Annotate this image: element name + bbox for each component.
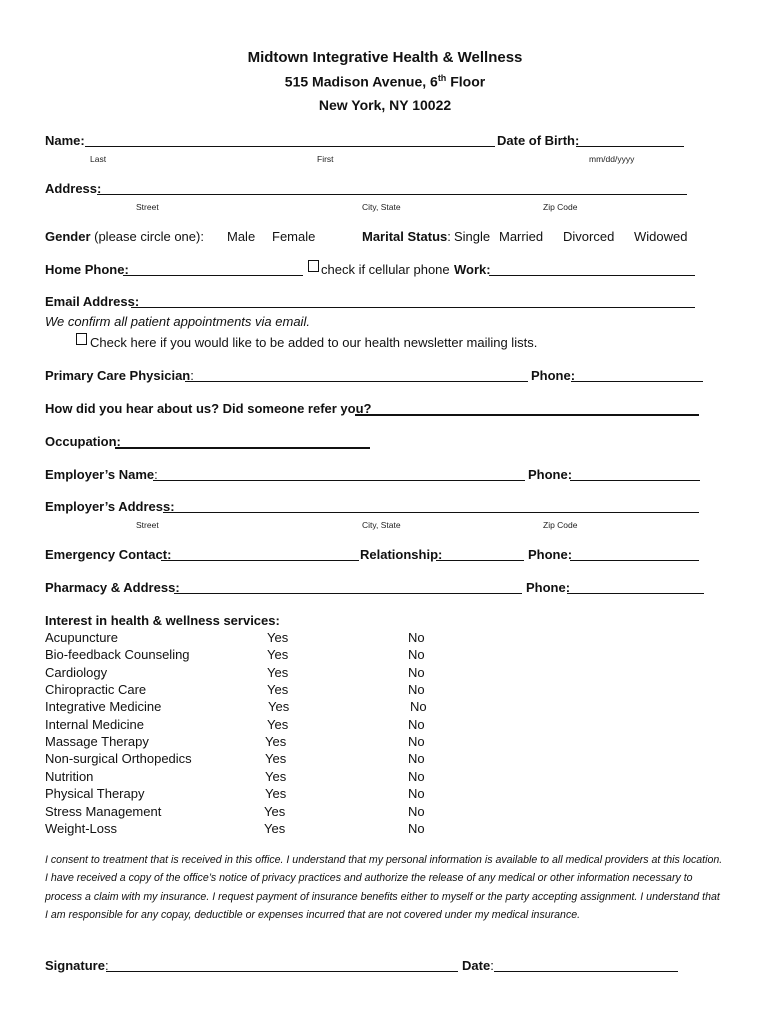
dob-label: Date of Birth: (497, 133, 580, 148)
service-name: Stress Management (45, 803, 162, 819)
occupation-field[interactable] (115, 447, 370, 449)
last-sublabel: Last (90, 154, 107, 164)
service-name: Internal Medicine (45, 716, 144, 732)
clinic-city: New York, NY 10022 (318, 97, 452, 113)
clinic-address-suffix: th (437, 73, 447, 83)
service-name: Chiropractic Care (45, 682, 147, 698)
employer-street-sublabel: Street (136, 520, 159, 530)
service-no-option[interactable]: No (408, 647, 425, 663)
service-name: Massage Therapy (45, 734, 149, 750)
service-row (45, 769, 445, 786)
service-row (45, 734, 445, 751)
service-row (45, 821, 445, 838)
newsletter-label: Check here if you would like to be added to our health newsletter mailing lists. (90, 335, 538, 350)
date-field[interactable] (494, 971, 678, 972)
name-field[interactable] (85, 146, 495, 147)
employer-address-field[interactable] (163, 512, 699, 513)
service-no-option[interactable]: No (408, 768, 425, 784)
clinic-name: Midtown Integrative Health & Wellness (247, 49, 523, 66)
service-row (45, 647, 445, 664)
cellular-label: check if cellular phone (321, 262, 450, 277)
marital-option-widowed[interactable]: Widowed (634, 229, 688, 244)
clinic-address-street: 515 Madison Avenue, 6 (284, 73, 438, 90)
work-phone-label: Work: (454, 262, 491, 277)
emergency-contact-field[interactable] (161, 560, 359, 561)
service-name: Integrative Medicine (45, 699, 162, 715)
service-yes-option[interactable]: Yes (265, 768, 287, 784)
street-sublabel: Street (136, 202, 159, 212)
employer-city-state-sublabel: City, State (362, 520, 401, 530)
emergency-phone-label: Phone: (528, 547, 573, 562)
employer-zip-sublabel: Zip Code (543, 520, 578, 530)
consent-text: I consent to treatment that is received in this office. I understand that my personal information is available to all medical providers at this location. I have received a copy of the office’s notice of privacy practices and authorize the release of any medical or other information necessary to process a claim with my insurance. I request payment of insurance benefits either to myself or the party accepting assignment. I understand that I am responsible for any copay, deductible or expenses incurred that are not covered under my medical insurance. (45, 854, 723, 921)
email-note: We confirm all patient appointments via email. (45, 314, 310, 329)
marital-option-single[interactable]: Single (454, 229, 491, 244)
service-no-option[interactable]: No (408, 630, 425, 645)
email-label: Email Address: (45, 294, 140, 309)
relationship-field[interactable] (436, 560, 524, 561)
service-name: Weight-Loss (45, 820, 118, 836)
work-phone-field[interactable] (489, 275, 695, 276)
service-row (45, 699, 445, 716)
service-no-option[interactable]: No (408, 751, 425, 767)
pharmacy-label: Pharmacy & Address: (45, 580, 180, 595)
service-no-option[interactable]: No (408, 664, 425, 680)
service-yes-option[interactable]: Yes (267, 716, 289, 732)
service-row (45, 717, 445, 734)
service-yes-option[interactable]: Yes (265, 734, 287, 750)
signature-field[interactable] (106, 971, 458, 972)
service-name: Nutrition (45, 768, 94, 784)
marital-status-label: Marital Status: (362, 229, 451, 244)
service-name: Physical Therapy (45, 786, 145, 802)
pharmacy-phone-field[interactable] (567, 593, 704, 594)
cellular-checkbox[interactable] (308, 260, 319, 272)
pcp-label: Primary Care Physician: (45, 368, 194, 383)
services-title: Interest in health & wellness services: (45, 613, 280, 628)
service-no-option[interactable]: No (408, 803, 425, 819)
first-sublabel: First (317, 154, 334, 164)
employer-name-field[interactable] (153, 480, 525, 481)
clinic-address (0, 73, 770, 90)
home-phone-field[interactable] (123, 275, 303, 276)
address-label: Address: (45, 181, 102, 196)
service-no-option[interactable]: No (410, 699, 427, 715)
service-row (45, 630, 445, 647)
service-name: Cardiology (45, 664, 108, 680)
service-yes-option[interactable]: Yes (267, 647, 289, 663)
signature-label: Signature: (45, 958, 109, 973)
service-yes-option[interactable]: Yes (265, 786, 287, 802)
address-field[interactable] (97, 194, 687, 195)
service-row (45, 682, 445, 699)
service-yes-option[interactable]: Yes (267, 630, 289, 645)
pcp-phone-field[interactable] (571, 381, 703, 382)
service-name: Non-surgical Orthopedics (45, 751, 192, 767)
referral-label: How did you hear about us? Did someone refer you? (45, 401, 372, 416)
name-label: Name: (45, 133, 85, 148)
service-yes-option[interactable]: Yes (264, 803, 286, 819)
service-yes-option[interactable]: Yes (267, 664, 289, 680)
email-field[interactable] (131, 307, 695, 308)
gender-option-male[interactable]: Male (227, 229, 256, 244)
service-no-option[interactable]: No (408, 734, 425, 750)
service-yes-option[interactable]: Yes (265, 751, 287, 767)
gender-option-female[interactable]: Female (272, 229, 316, 244)
service-row (45, 665, 445, 682)
marital-option-married[interactable]: Married (499, 229, 544, 244)
pcp-field[interactable] (185, 381, 528, 382)
relationship-label: Relationship: (360, 547, 443, 562)
city-state-sublabel: City, State (362, 202, 401, 212)
zip-sublabel: Zip Code (543, 202, 578, 212)
service-yes-option[interactable]: Yes (264, 820, 286, 836)
pharmacy-field[interactable] (174, 593, 522, 594)
referral-field[interactable] (355, 414, 699, 416)
service-name: Bio-feedback Counseling (45, 647, 190, 663)
service-no-option[interactable]: No (408, 786, 425, 802)
emergency-phone-field[interactable] (570, 560, 699, 561)
gender-label: Gender (please circle one): (45, 229, 204, 244)
service-no-option[interactable]: No (408, 682, 425, 698)
pharmacy-phone-label: Phone: (526, 580, 571, 595)
home-phone-label: Home Phone: (45, 262, 129, 277)
pcp-phone-label: Phone: (531, 368, 576, 383)
service-no-option[interactable]: No (408, 716, 425, 732)
employer-phone-field[interactable] (570, 480, 700, 481)
service-row (45, 786, 445, 803)
occupation-label: Occupation: (45, 434, 121, 449)
service-row (45, 804, 445, 821)
service-yes-option[interactable]: Yes (267, 682, 289, 698)
service-no-option[interactable]: No (408, 820, 425, 836)
clinic-address-floor: Floor (446, 73, 486, 90)
date-label: Date: (462, 958, 494, 973)
marital-option-divorced[interactable]: Divorced (563, 229, 615, 244)
service-yes-option[interactable]: Yes (268, 699, 290, 715)
employer-phone-label: Phone: (528, 467, 573, 482)
dob-field[interactable] (576, 146, 684, 147)
emergency-contact-label: Emergency Contact: (45, 547, 172, 562)
employer-address-label: Employer’s Address: (45, 499, 175, 514)
service-name: Acupuncture (45, 630, 118, 645)
service-row (45, 751, 445, 768)
newsletter-checkbox[interactable] (76, 333, 87, 345)
dob-format-sublabel: mm/dd/yyyy (589, 154, 635, 164)
employer-name-label: Employer’s Name: (45, 467, 158, 482)
